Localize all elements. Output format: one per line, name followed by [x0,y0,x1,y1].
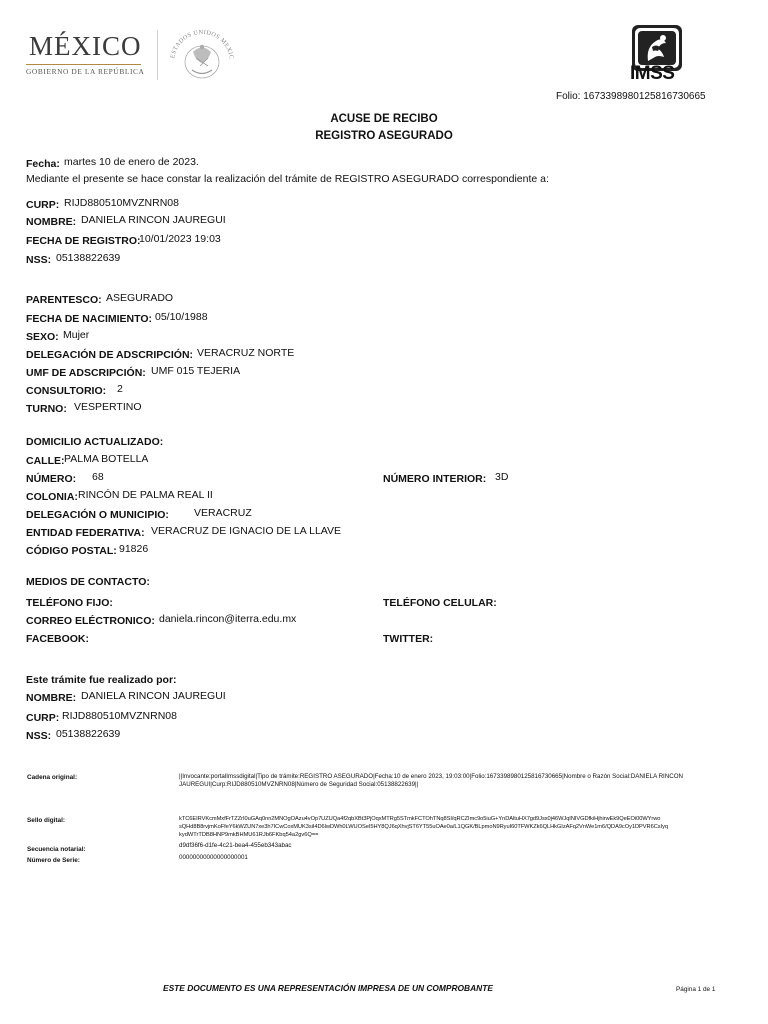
page-number: Página 1 de 1 [676,986,716,993]
sello-line-3: kydWTrTDB8HNP9mkBHMU61RJb6FKbq54a2gv6Q== [179,832,319,838]
twitter-label: TWITTER: [383,633,434,645]
curp-label: CURP: [26,199,60,211]
footer-note: ESTE DOCUMENTO ES UNA REPRESENTACIÓN IMPRESA DE UN COMPROBANTE [163,983,493,993]
colonia-label: COLONIA: [26,491,78,503]
telefono-celular-label: TELÉFONO CELULAR: [383,597,497,609]
umf-value: UMF 015 TEJERIA [151,365,241,377]
cadena-line-2: JAUREGUI|Curp:RIJD880510MVZNRN08|Número de Seguridad Social:05138822639|| [179,781,419,788]
svg-text:ESTADOS UNIDOS MEXICANOS: ESTADOS UNIDOS MEXIC [169,28,235,60]
realizado-nss-label: NSS: [26,730,52,742]
cp-value: 91826 [119,543,149,555]
delegacion-label: DELEGACIÓN DE ADSCRIPCIÓN: [26,349,194,361]
document-title: ACUSE DE RECIBO [330,113,438,125]
parentesco-label: PARENTESCO: [26,294,102,306]
national-seal-icon [166,22,238,88]
calle-value: PALMA BOTELLA [64,453,149,465]
fecha-registro-label: FECHA DE REGISTRO: [26,235,141,247]
numero-interior-value: 3D [495,471,509,483]
turno-value: VESPERTINO [74,401,142,413]
sello-label: Sello digital: [27,817,65,824]
municipio-label: DELEGACIÓN O MUNICIPIO: [26,509,169,521]
nombre-value: DANIELA RINCON JAUREGUI [81,214,226,226]
fecha-registro-value: 10/01/2023 19:03 [139,233,221,245]
facebook-label: FACEBOOK: [26,633,89,645]
serie-label: Número de Serie: [27,857,80,864]
fecha-value: martes 10 de enero de 2023. [64,156,199,168]
realizado-nombre-label: NOMBRE: [26,692,77,704]
serie-value: 00000000000000000001 [179,854,248,861]
cp-label: CÓDIGO POSTAL: [26,545,117,557]
municipio-value: VERACRUZ [194,507,252,519]
header-gold-rule [26,64,141,65]
sello-line-2: sQHd8B8rvjmKoFfeY6kWZUN7xe3h7ICwCoxMUK3siI4D6lwDWh0LWUOSeI5HY8QJ6qXhvjST6YT55uOAe0a/L1QGK/BLpmoN9RyuI60TFWKZk6QLHkGIzAFq2VnWe1m6/QDA9cOy1DPVR6CsIyq [179,824,669,830]
entidad-label: ENTIDAD FEDERATIVA: [26,527,145,539]
fecha-label: Fecha: [26,158,60,170]
secuencia-label: Secuencia notarial: [27,846,86,853]
umf-label: UMF DE ADSCRIPCIÓN: [26,367,146,379]
correo-value: daniela.rincon@iterra.edu.mx [159,613,297,625]
numero-value: 68 [92,471,104,483]
sexo-label: SEXO: [26,331,59,343]
sello-line-1: kTC6EIRVKcmMxfFrTZZrI0uGAq0nn2MNOgOAzu4vOp7UZUQa4f2qbXBt3PjOqxMTRg5STmkFCTOhTNq8SI/qRCZImc9o5iuG+YnDAltuHX7gd9Jsx0j46WJqINIVGDfkiHjhirwEk9QeEOi00WYrwo [179,816,661,822]
intro-statement: Mediante el presente se hace constar la realización del trámite de REGISTRO ASEGURADO correspondiente a: [26,173,549,185]
realizado-nss-value: 05138822639 [56,728,121,740]
nombre-label: NOMBRE: [26,216,77,228]
nss-value: 05138822639 [56,252,121,264]
folio: Folio: 16733989801258167306​65 [556,91,706,102]
cadena-label: Cadena original: [27,774,78,781]
imss-wordmark: IMSS [630,63,675,84]
nss-label: NSS: [26,254,52,266]
parentesco-value: ASEGURADO [106,292,174,304]
header-divider [157,30,158,80]
colonia-value: RINCÓN DE PALMA REAL II [78,489,213,501]
sexo-value: Mujer [63,329,90,341]
domicilio-heading: DOMICILIO ACTUALIZADO: [26,436,164,448]
turno-label: TURNO: [26,403,67,415]
consultorio-value: 2 [117,383,123,395]
document-subtitle: REGISTRO ASEGURADO [315,130,453,142]
entidad-value: VERACRUZ DE IGNACIO DE LA LLAVE [151,525,342,537]
calle-label: CALLE: [26,455,65,467]
numero-label: NÚMERO: [26,473,77,485]
secuencia-value: d9df36f6-d1fe-4c21-bea4-455eb343abac [179,842,292,849]
curp-value: RIJD880510MVZNRN08 [64,197,179,209]
numero-interior-label: NÚMERO INTERIOR: [383,473,487,485]
realizado-curp-label: CURP: [26,712,60,724]
telefono-fijo-label: TELÉFONO FIJO: [26,597,113,609]
cadena-line-1: ||Invocante:portalImssdigital|Tipo de trámite:REGISTRO ASEGURADO|Fecha:10 de enero 2023, 19:03:00|Folio:1673398980125816730665|Nombre o Razón Social:DANIELA RINCON [179,773,683,780]
contacto-heading: MEDIOS DE CONTACTO: [26,576,150,588]
correo-label: CORREO ELÉCTRONICO: [26,615,155,627]
realizado-curp-value: RIJD880510MVZNRN08 [62,710,177,722]
realizado-heading: Este trámite fue realizado por: [26,674,177,686]
government-line: GOBIERNO DE LA REPÚBLICA [26,67,145,76]
delegacion-value: VERACRUZ NORTE [197,347,295,359]
consultorio-label: CONSULTORIO: [26,385,107,397]
realizado-nombre-value: DANIELA RINCON JAUREGUI [81,690,226,702]
mexico-wordmark: MÉXICO [29,31,142,61]
nacimiento-value: 05/10/1988 [155,311,208,323]
nacimiento-label: FECHA DE NACIMIENTO: [26,313,152,325]
